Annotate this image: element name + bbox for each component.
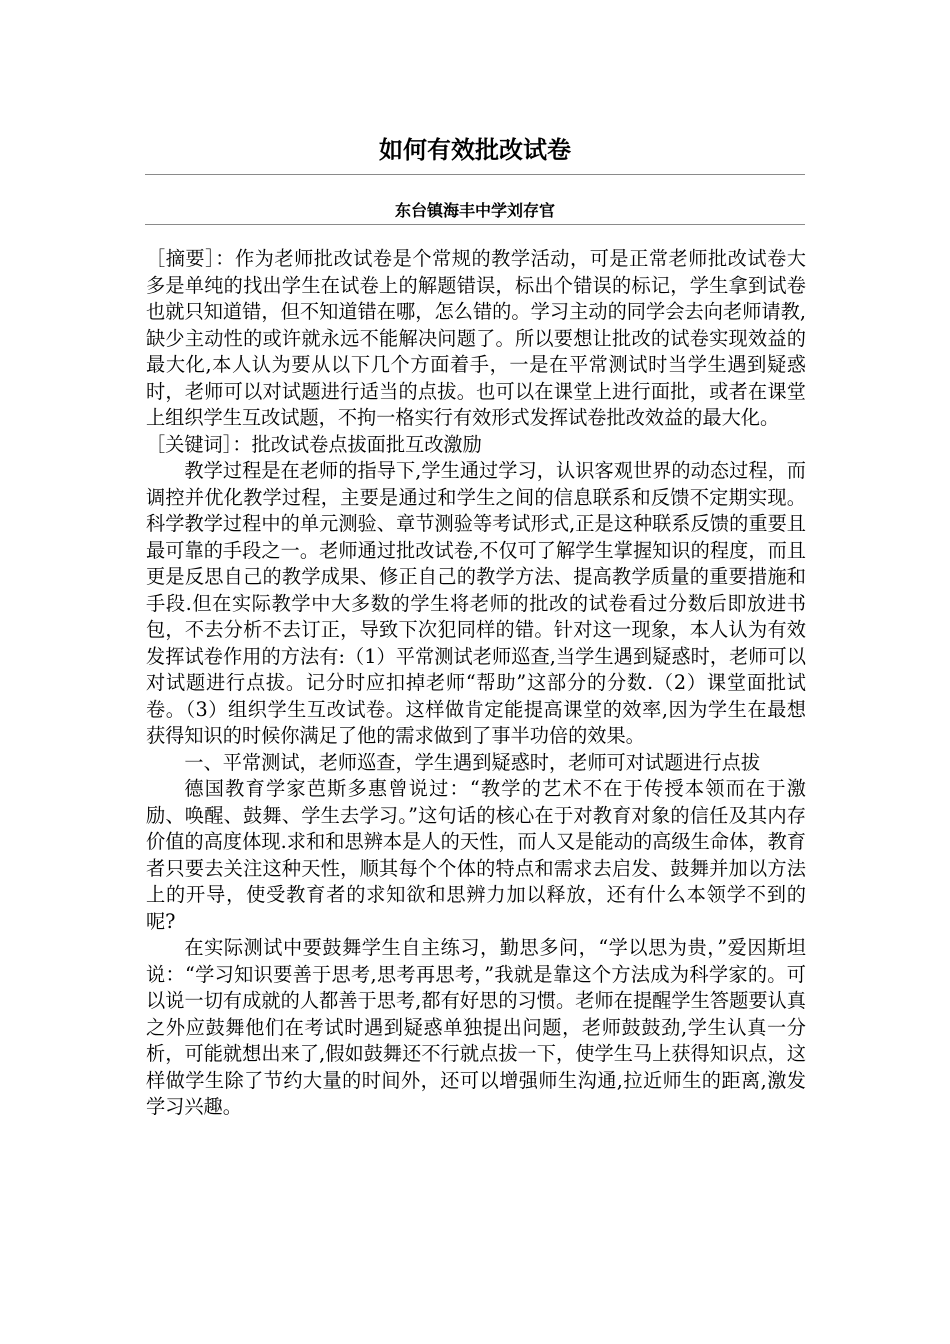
document-body	[146, 246, 806, 1121]
keywords-paragraph: ［关键词］：批改试卷点拔面批互改激励	[146, 432, 482, 456]
body-paragraph: 德国教育学家芭斯多惠曾说过：“教学的艺术不在于传授本领而在于激励、唤醒、鼓舞、学生去学习。”这句话的核心在于对教育对象的信任及其内存价值的高度体现.求和和思辨本是人的天性，而人又是能动的高级生命体，教育者只要去关注这种天性，顺其每个个体的特点和需求去启发、鼓舞并加以方法上的开导，使受教育者的求知欲和思辨力加以释放，还有什么本领学不到的呢?	[146, 777, 806, 933]
author-line: 东台镇海丰中学刘存官	[394, 201, 555, 220]
title-divider	[145, 174, 805, 175]
abstract-paragraph: ［摘要］：作为老师批改试卷是个常规的教学活动，可是正常老师批改试卷大多是单纯的找出学生在试卷上的解题错误，标出个错误的标记，学生拿到试卷也就只知道错，但不知道错在哪，怎么错的。学习主动的同学会去向老师请教,缺少主动性的或许就永远不能解决问题了。所以要想让批改的试卷实现效益的最大化,本人认为要从以下几个方面着手，一是在平常测试时当学生遇到疑惑时，老师可以对试题进行适当的点拔。也可以在课堂上进行面批，或者在课堂上组织学生互改试题，不拘一格实行有效形式发挥试卷批改效益的最大化。	[146, 247, 806, 429]
body-paragraph: 在实际测试中要鼓舞学生自主练习，勤思多问，“学以思为贵，”爱因斯坦说：“学习知识要善于思考,思考再思考，”我就是靠这个方法成为科学家的。可以说一切有成就的人都善于思考,都有好思的习惯。老师在提醒学生答题要认真之外应鼓舞他们在考试时遇到疑惑单独提出问题，老师鼓鼓劲,学生认真一分析，可能就想出来了,假如鼓舞还不行就点拔一下，使学生马上获得知识点，这样做学生除了节约大量的时间外，还可以增强师生沟通,拉近师生的距离,激发学习兴趣。	[146, 936, 806, 1118]
author-divider	[145, 224, 805, 225]
document-title: 如何有效批改试卷	[379, 136, 571, 164]
section-heading: 一、平常测试，老师巡查，学生遇到疑惑时，老师可对试题进行点拔	[184, 750, 761, 774]
body-paragraph: 教学过程是在老师的指导下,学生通过学习，认识客观世界的动态过程，而调控并优化教学过程，主要是通过和学生之间的信息联系和反馈不定期实现。科学教学过程中的单元测验、章节测验等考试形式,正是这种联系反馈的重要且最可靠的手段之一。老师通过批改试卷,不仅可了解学生掌握知识的程度，而且更是反思自己的教学成果、修正自己的教学方法、提高教学质量的重要措施和手段.但在实际教学中大多数的学生将老师的批改的试卷看过分数后即放进书包，不去分析不去订正，导致下次犯同样的错。针对这一现象，本人认为有效发挥试卷作用的方法有:（1）平常测试老师巡查,当学生遇到疑惑时，老师可以对试题进行点拔。记分时应扣掉老师“帮助”这部分的分数.（2）课堂面批试卷。（3）组织学生互改试卷。这样做肯定能提高课堂的效率,因为学生在最想获得知识的时候你满足了他的需求做到了事半功倍的效果。	[146, 459, 806, 747]
